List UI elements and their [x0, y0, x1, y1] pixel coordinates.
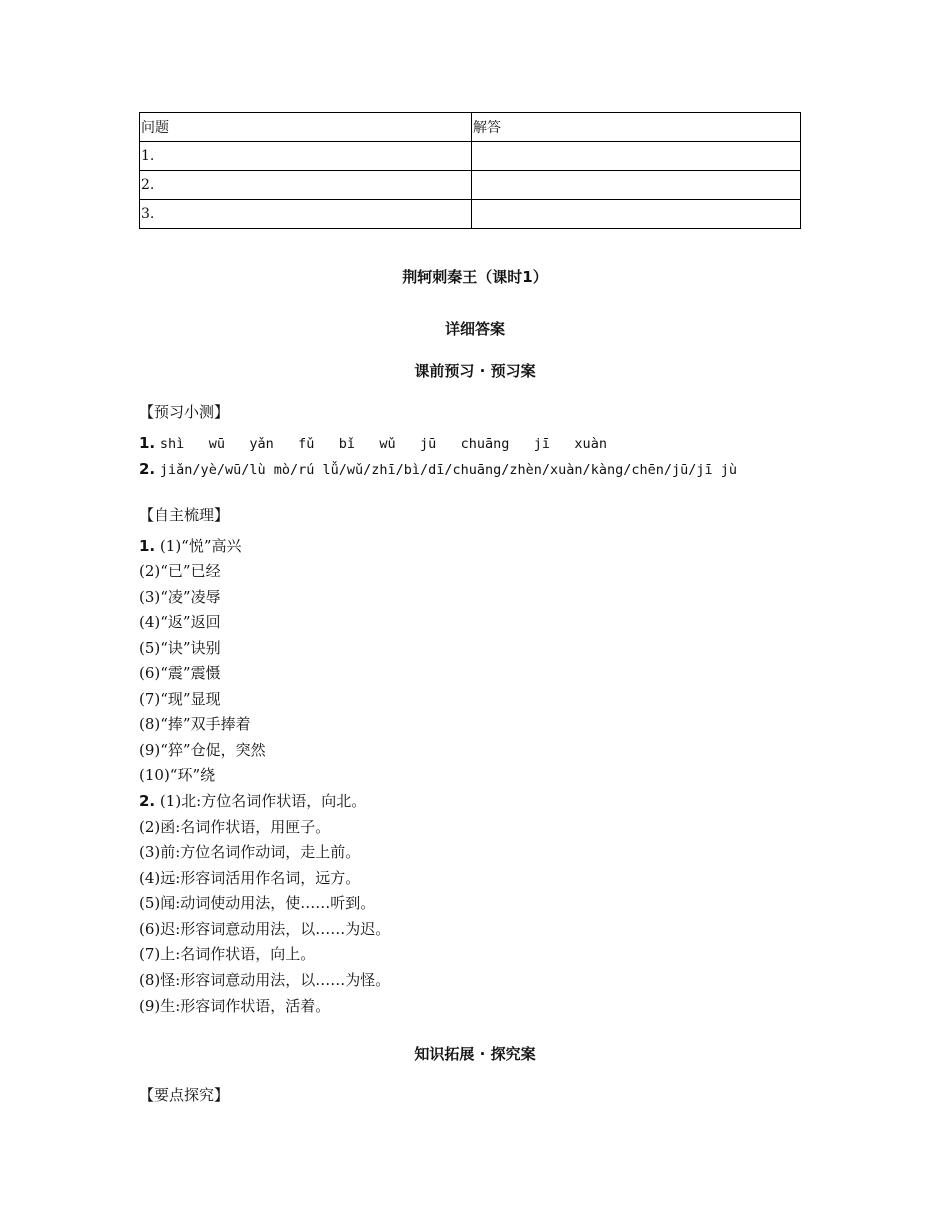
- self-study-item: [139, 536, 242, 556]
- question-text: shì wū yǎn fǔ bǐ wǔ jū chuāng jī xuàn: [159, 436, 607, 452]
- self-study-item: (6)“震”震慑: [139, 664, 221, 682]
- self-study-item: (4)远:形容词活用作名词，远方。: [139, 869, 361, 887]
- self-study-item: (7)上:名词作状语，向上。: [139, 945, 316, 963]
- table-cell: [472, 171, 801, 200]
- self-study-item: (6)迟:形容词意动用法，以……为迟。: [139, 920, 391, 938]
- self-study-label: 【自主梳理】: [139, 506, 230, 524]
- self-study-item: (2)函:名词作状语，用匣子。: [139, 818, 331, 836]
- self-study-item: (3)前:方位名词作动词，走上前。: [139, 843, 361, 861]
- self-study-item: (5)闻:动词使动用法，使……听到。: [139, 894, 376, 912]
- section-heading-explore: 知识拓展 · 探究案: [414, 1045, 536, 1063]
- question-number: 2.: [139, 792, 156, 810]
- question-number: 1.: [139, 434, 156, 452]
- self-study-item: (4)“返”返回: [139, 613, 221, 631]
- item-text: (1)北:方位名词作状语，向北。: [159, 792, 367, 810]
- table-cell: 2.: [140, 171, 472, 200]
- self-study-item: (2)“已”已经: [139, 562, 221, 580]
- preview-question-2: [139, 459, 737, 480]
- table-cell: 3.: [140, 200, 472, 229]
- preview-question-1: [139, 433, 607, 454]
- key-points-label: 【要点探究】: [139, 1086, 230, 1104]
- table-row: [140, 171, 801, 200]
- question-number: 1.: [139, 537, 156, 555]
- table-header-row: [140, 113, 801, 142]
- self-study-item: (8)怪:形容词意动用法，以……为怪。: [139, 971, 391, 989]
- table-header-cell: 解答: [472, 113, 801, 142]
- question-text: jiǎn/yè/wū/lù mò/rú lǚ/wǔ/zhī/bì/dī/chuāng/zhèn/xuàn/kàng/chēn/jū/jī jù: [159, 462, 737, 478]
- item-text: (1)“悦”高兴: [159, 537, 242, 555]
- self-study-item: [139, 791, 366, 811]
- table-cell: 1.: [140, 142, 472, 171]
- section-heading-preview: 课前预习 · 预习案: [414, 362, 536, 380]
- self-study-item: (8)“捧”双手捧着: [139, 715, 251, 733]
- preview-test-label: 【预习小测】: [139, 403, 230, 421]
- table-header-cell: 问题: [140, 113, 472, 142]
- document-title: 荆轲刺秦王（课时1）: [402, 268, 548, 286]
- table-row: [140, 200, 801, 229]
- table-row: [140, 142, 801, 171]
- self-study-item: (5)“诀”诀别: [139, 639, 221, 657]
- self-study-item: (3)“凌”凌辱: [139, 588, 221, 606]
- self-study-item: (10)“环”绕: [139, 766, 216, 784]
- self-study-item: (9)生:形容词作状语，活着。: [139, 997, 331, 1015]
- self-study-item: (7)“现”显现: [139, 690, 221, 708]
- question-number: 2.: [139, 460, 156, 478]
- table-cell: [472, 200, 801, 229]
- document-subtitle: 详细答案: [444, 320, 505, 338]
- question-answer-table: [139, 112, 801, 229]
- table-cell: [472, 142, 801, 171]
- self-study-item: (9)“猝”仓促，突然: [139, 741, 266, 759]
